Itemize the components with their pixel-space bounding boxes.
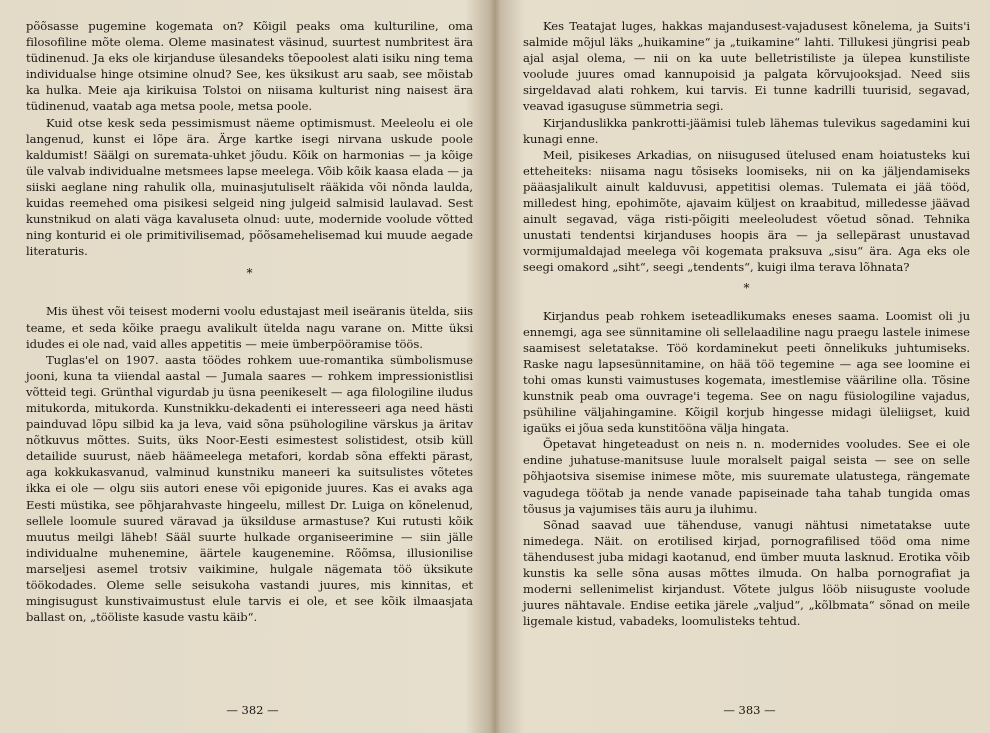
right-paragraph-4: Kirjandus peab rohkem iseteadlikumaks eneses saama. Loomist oli ju ennemgi, aga see sünnitamine oli sellelaadiline nagu praegu lastele inimese saamisest seletatakse. Töö kordaminekut peeti õnnelikuks juhtumiseks. Raske nagu lapsesünnitamine, on hää töö tegemine — aga see loomine ei tohi omas kunsti vaimustuses kogemata, imestlemise vääriline olla. Tõsine kunstnik peab oma ouvrage'i tegema. See on nagu füsiologiline vajadus, psühiline väljahingamine. Kõigil korjub hingesse midagi üleliigset, kuid igaüks ei jõua seda kunstitööna välja hingata.: [523, 308, 970, 436]
right-page: [495, 0, 990, 733]
page-number-right: — 383 —: [723, 703, 776, 717]
right-paragraph-3: Meil, pisikeses Arkadias, on niisugused ütelused enam hoiatusteks kui etteheiteks: niisama nagu tõsiseks loomiseks, nii on ka jäljendamiseks pääasjalikult ainult kalduvusi, appetitisi olemas. Tulemata ei jää tööd, milledest hing, epohimõte, ajavaim küljest on kraabitud, milledesse jäävad ainult segavad, väga risti-põigiti meeleoludest võetud sõnad. Tehnika unustati tendentsi kirjanduses hoopis ära — ja sellepärast unustavad vormijumaldajad meelega või kogemata praksuva „sisu“ ära. Aga eks ole seegi omakord „siht“, seegi „tendents“, kuigi ilma terava lõhnata?: [523, 147, 970, 275]
left-paragraph-4: Tuglas'el on 1907. aasta töödes rohkem uue-romantika sümbolismuse jooni, kuna ta viiendal aastal — Jumala saares — rohkem impressionistlisi võtteid tegi. Grünthal vigurdab ju üsna peenikeselt — aga filologiline iludus mitukorda, mitukorda. Kunstnikku-dekadenti ei interesseeri aga need hästi painduvad lõpu silbid ka ja leva, vaid sõna psühologiline värskus ja äritav nõtkuvus mõttes. Suits, üks Noor-Eesti esimestest solistidest, otsib küll detailide suurust, näeb häämeelega metafori, kordab sõna effekti pärast, aga kokkukasvanud, valminud kunstniku maneeri ka suitsulistes võtetes ikka ei ole — olgu siis autori enese või epigonide juures. Kas ei avaks aga Eesti müstika, see põhjarahvaste hingeelu, millest Dr. Luiga on kõnelenud, sellele loomule suured väravad ja üksilduse armastuse? Kui rutusti kõik muutus meilgi läheb! Sääl suurte hulkade organiseerimine — siin jälle individualne muhenemine, äärtele kaugenemine. Rõõmsa, illusionilise marseljesi asemel trotsiv vaikimine, hulgale nägemata töö üksikute töökodades. Oleme selle seisukoha vastandi juures, mis kinnitas, et mingisugust kunstivaimustust elule tarvis ei ole, et see kõik ilmaasjata ballast on, „tööliste kasude vastu käib“.: [26, 352, 473, 625]
right-paragraph-2: Kirjanduslikka pankrotti-jäämisi tuleb lähemas tulevikus sagedamini kui kunagi enne.: [523, 115, 970, 146]
right-paragraph-5: Õpetavat hingeteadust on neis n. n. modernides vooludes. See ei ole endine juhatuse-manitsuse luule moralselt paigal seista — see on selle põhjaotsiva sisemise inimese mõte, mis suuremate ulatustega, rängemate vagudega töötab ja nende vanade papiseinade taha tahab tungida omas tõusus ja vajumises täis auru ja iluhimu.: [523, 437, 970, 516]
right-paragraph-6: Sõnad saavad uue tähenduse, vanugi nähtusi nimetatakse uute nimedega. Näit. on erotilised kirjad, pornografilised tööd oma nime tähendusest juba midagi kaotanud, end ümber muuta lasknud. Erotika võib kunstis ka selle sõna ausas mõttes ilmuda. On halba pornografiat ja moderni sellenimelist kirjandust. Võtete julgus lööb niisuguste voolude juures nähtavale. Endise eetika järele „valjud“, „kõlbmata“ sõnad on meile ligemale kistud, vabadeks, loomulisteks tehtud.: [523, 517, 970, 629]
left-paragraph-2: Kuid otse kesk seda pessimismust näeme optimismust. Meeleolu ei ole langenud, kunst ei lõpe ära. Ärge kartke isegi nirvana uskude poole kaldumist! Säälgi on suremata-uhket jõudu. Kõik on harmonias — ja kõige üle valvab individualne metsmees lapse meelega. Võib kõik kaasa elada — ja siiski aeglane ning rahulik olla, muinasjutuliselt rääkida või nõnda laulda, kuidas reemehed oma pisikesi selgeid ning julgeid salmisid laulavad. Sest kunstnikud on alati väga kavaluseta olnud: uute, modernide voolude võtted ning konturid ei ole primitivilisemad, põõsamehelisemad kui muude aegade literaturis.: [26, 115, 473, 259]
right-paragraph-1: Kes Teatajat luges, hakkas majandusest-vajadusest kõnelema, ja Suits'i salmide mõjul läks „huikamine“ ja „tuikamine“ lahti. Tillukesi jüngrisi peab ajal asjal olema, — nii on ka uute belletristiliste ja ülepea kunstiliste voolude juures omad kannupoisid ja palgata kõrvujooksjad. Need siis sirgeldavad alati rohkem, kui tarvis. Ei tunne kadrilli tuurisid, segavad, veavad igasuguse sümmetria segi.: [523, 19, 970, 114]
page-number-left: — 382 —: [226, 703, 279, 717]
left-paragraph-3: Mis ühest või teisest moderni voolu edustajast meil iseäranis ütelda, siis teame, et seda kõike praegu avalikult ütelda nagu varane on. Mitte üksi idudes ei ole nad, vaid alles appetitis — meie ümberpööramise töös.: [26, 304, 473, 351]
section-divider: *: [743, 280, 750, 295]
left-paragraph-1: põõsasse pugemine kogemata on? Kõigil peaks oma kulturiline, oma filosofiline mõte olema. Oleme masinatest väsinud, suurtest numbritest ära tüdinenud. Ja eks ole kirjanduse ülesandeks tõepoolest alati isiku ning tema individualse hinge otsimine olnud? See, kes üksikust aru saab, see mõistab ka hulka. Meie aja kirikuisa Tolstoi on niisama kulturist ning naisest ära tüdinenud, vaatab aga metsa poole, metsa poole.: [26, 19, 473, 114]
section-divider: *: [246, 266, 253, 281]
